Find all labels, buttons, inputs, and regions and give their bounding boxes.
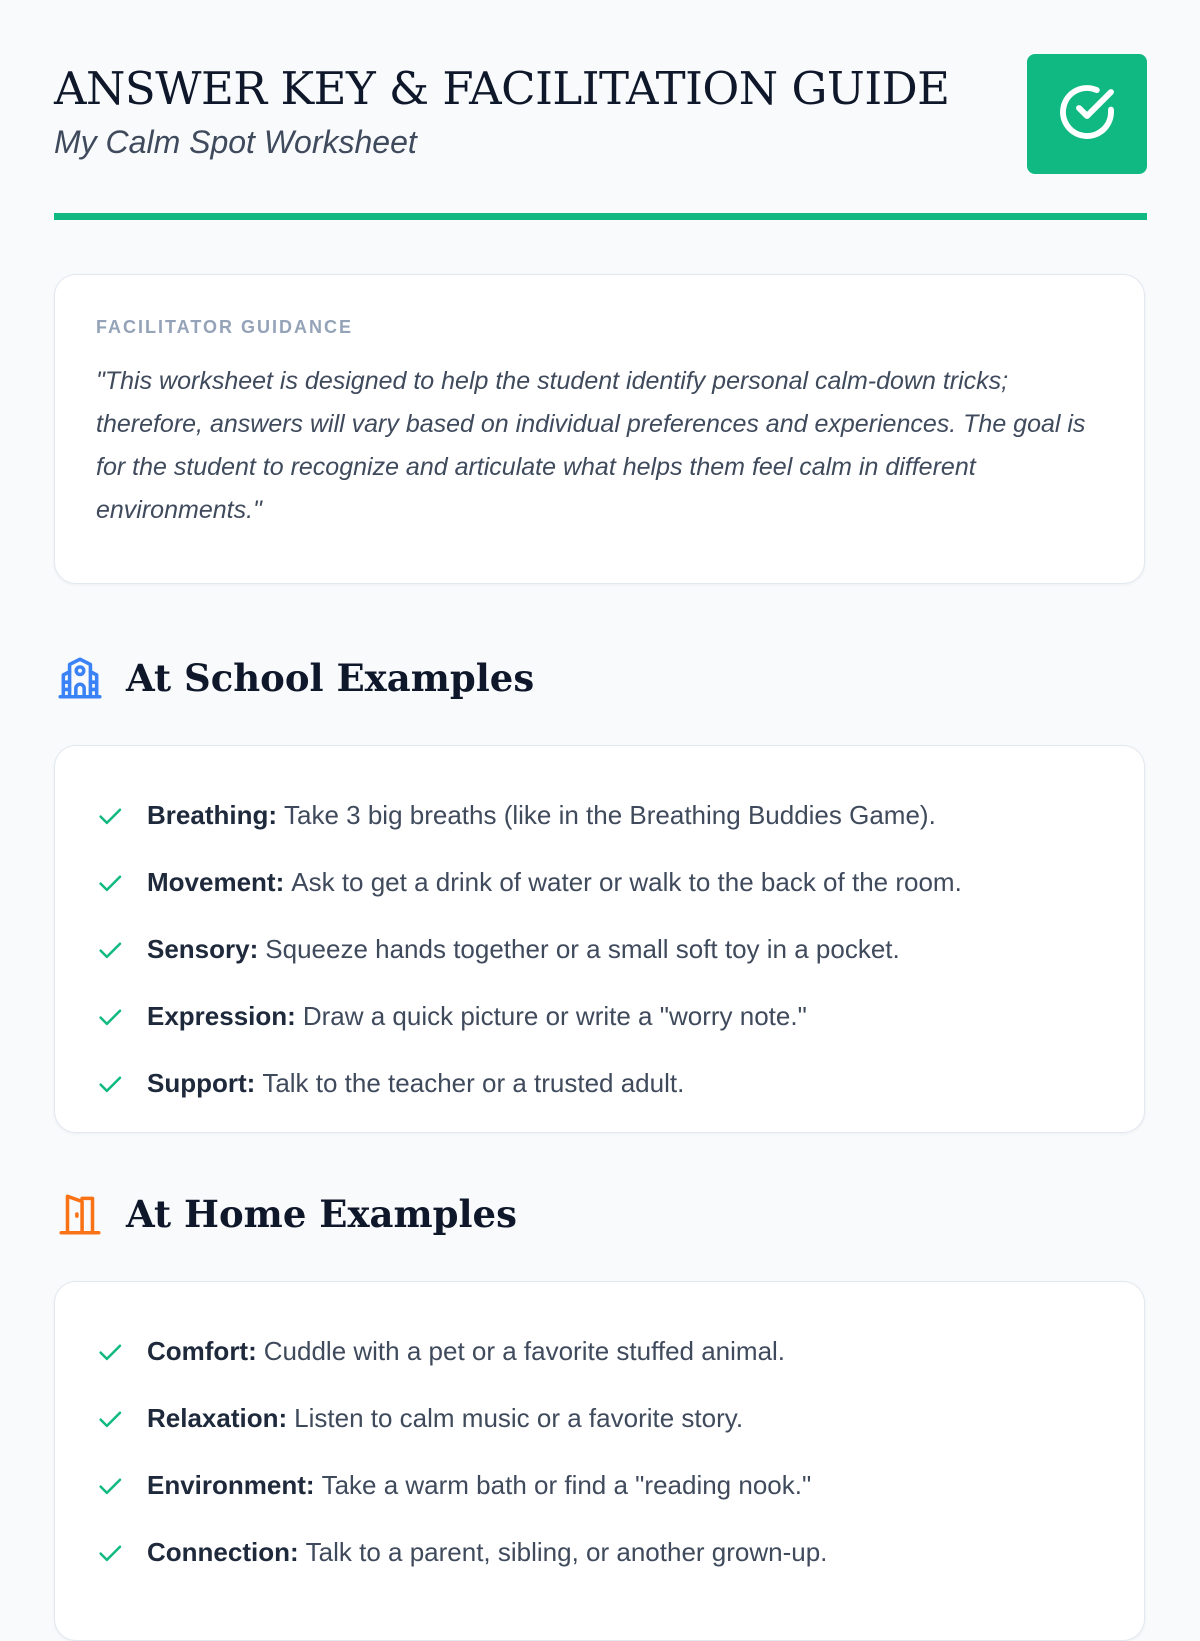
item-text: Cuddle with a pet or a favorite stuffed animal. (263, 1336, 786, 1366)
check-icon (95, 1471, 125, 1501)
home-examples-card (54, 1281, 1145, 1641)
check-icon (95, 801, 125, 831)
item-label: Environment: (147, 1470, 315, 1500)
list-item (95, 1385, 1104, 1452)
check-icon (95, 1404, 125, 1434)
item-text: Take 3 big breaths (like in the Breathing Buddies Game). (284, 800, 936, 830)
check-icon (95, 935, 125, 965)
list-item (95, 1519, 1104, 1586)
home-section-header (54, 1186, 517, 1242)
school-icon (54, 652, 106, 704)
check-circle-icon (1055, 80, 1119, 149)
page-title: ANSWER KEY & FACILITATION GUIDE (54, 62, 950, 115)
item-label: Movement: (147, 867, 285, 897)
page-subtitle: My Calm Spot Worksheet (54, 124, 417, 160)
page-header (54, 0, 1147, 220)
check-icon (95, 1337, 125, 1367)
item-label: Breathing: (147, 800, 277, 830)
list-item (95, 1050, 1104, 1117)
school-section-header (54, 650, 534, 706)
list-item (95, 1452, 1104, 1519)
list-item (95, 916, 1104, 983)
check-icon (95, 1069, 125, 1099)
guidance-label: FACILITATOR GUIDANCE (96, 317, 353, 337)
check-icon (95, 868, 125, 898)
school-examples-card (54, 745, 1145, 1133)
item-text: Listen to calm music or a favorite story. (294, 1403, 744, 1433)
item-label: Relaxation: (147, 1403, 288, 1433)
home-section-title: At Home Examples (126, 1192, 517, 1236)
item-text: Take a warm bath or find a "reading nook." (321, 1470, 812, 1500)
list-item (95, 782, 1104, 849)
item-text: Draw a quick picture or write a "worry note." (302, 1001, 807, 1031)
door-open-icon (54, 1188, 106, 1240)
guidance-text: "This worksheet is designed to help the student identify personal calm-down tricks; therefore, answers will vary based on individual preferences and experiences. The goal is for the student to recognize and articulate what helps them feel calm in different environments." (96, 367, 1086, 524)
school-examples-list (95, 782, 1104, 1117)
item-text: Talk to the teacher or a trusted adult. (262, 1068, 685, 1098)
list-item (95, 983, 1104, 1050)
item-text: Talk to a parent, sibling, or another grown-up. (305, 1537, 828, 1567)
item-text: Squeeze hands together or a small soft toy in a pocket. (265, 934, 900, 964)
check-icon (95, 1538, 125, 1568)
facilitator-guidance-card (54, 274, 1145, 584)
home-examples-list (95, 1318, 1104, 1586)
item-label: Expression: (147, 1001, 296, 1031)
list-item (95, 1318, 1104, 1385)
check-icon (95, 1002, 125, 1032)
item-label: Comfort: (147, 1336, 257, 1366)
item-label: Connection: (147, 1537, 299, 1567)
check-badge (1027, 54, 1147, 174)
answer-key-page (54, 0, 1147, 1567)
item-label: Sensory: (147, 934, 259, 964)
item-label: Support: (147, 1068, 256, 1098)
header-divider (54, 213, 1147, 220)
list-item (95, 849, 1104, 916)
school-section-title: At School Examples (126, 656, 535, 700)
item-text: Ask to get a drink of water or walk to the back of the room. (291, 867, 962, 897)
